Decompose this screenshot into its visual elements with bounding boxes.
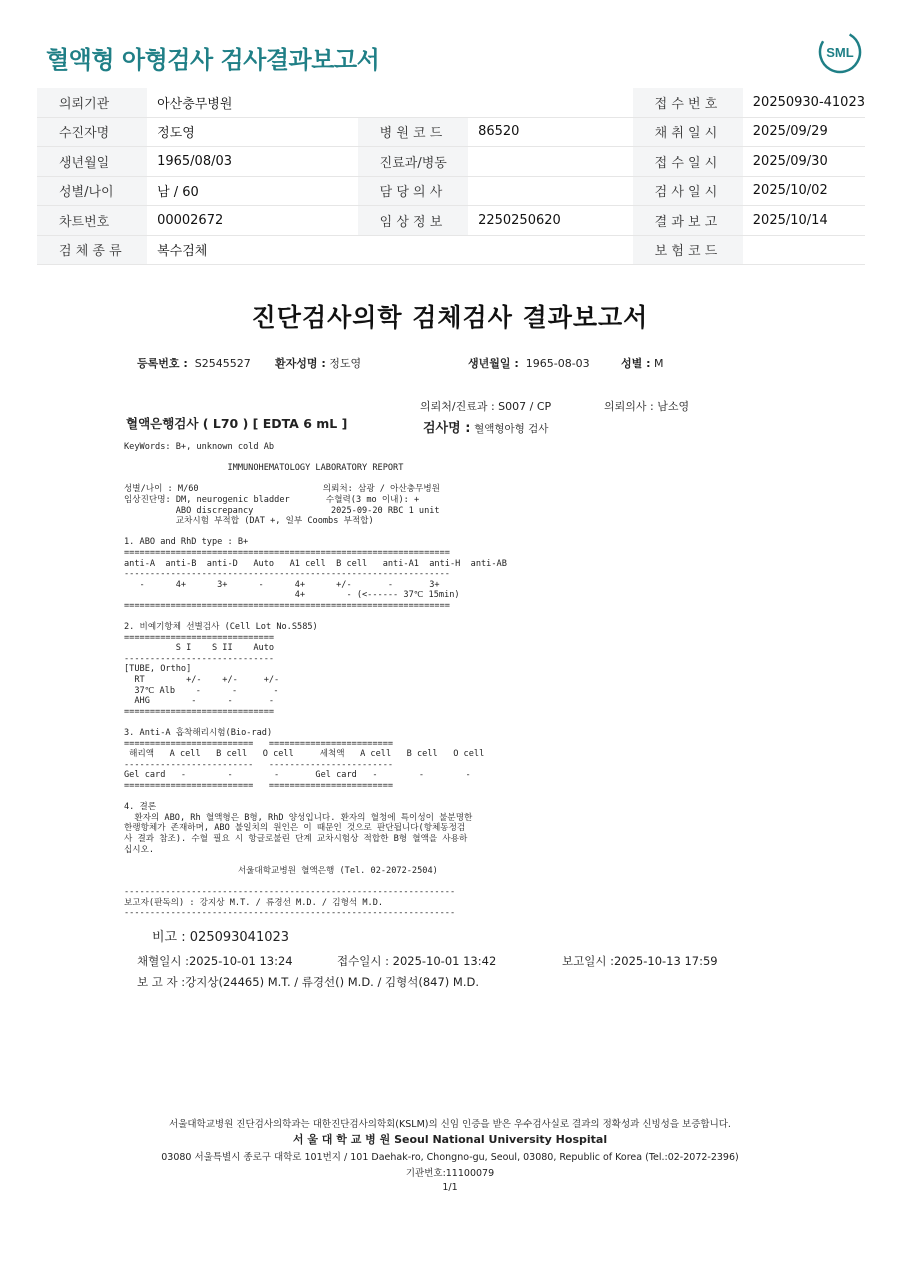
- header-value: [468, 147, 633, 177]
- lab-report-title: 진단검사의학 검체검사 결과보고서: [251, 303, 649, 332]
- header-row: [37, 147, 865, 177]
- header-row: [37, 88, 865, 117]
- test-name: 검사명 : 혈액형아형 검사: [423, 421, 549, 436]
- header-label: 병 원 코 드: [358, 117, 468, 147]
- reporter: 보 고 자 :강지상(24465) M.T. / 류경선() M.D. / 김형석(847) M.D.: [137, 975, 480, 989]
- sex: 성별 : M: [621, 357, 664, 370]
- referral-doctor: 의뢰의사 : 남소영: [604, 400, 690, 413]
- header-label: 진료과/병동: [358, 147, 468, 177]
- header-value: 00002672: [147, 206, 358, 236]
- hospital-address: 03080 서울특별시 종로구 대학로 101번지 / 101 Daehak-ro, Chongno-gu, Seoul, 03080, Republic of Korea (Tel.:02-2072-2396): [161, 1152, 739, 1163]
- report-datetime: 보고일시 :2025-10-13 17:59: [562, 954, 718, 968]
- header-label: 검 체 종 류: [37, 235, 147, 265]
- header-label: 접 수 일 시: [633, 147, 743, 177]
- header-value: 복수검체: [147, 235, 358, 265]
- header-label: 검 사 일 시: [633, 176, 743, 206]
- header-value: [468, 235, 633, 265]
- header-value: 정도영: [147, 117, 358, 147]
- patient-name: 환자성명 : 정도영: [275, 357, 362, 370]
- report-title: 혈액형 아형검사 검사결과보고서: [46, 46, 380, 74]
- patient-info-table: [37, 88, 865, 265]
- remark: 비고 : 025093041023: [152, 930, 290, 945]
- hospital-name: 서 울 대 학 교 병 원 Seoul National University Hospital: [292, 1133, 608, 1146]
- header-value: 2025/09/29: [743, 117, 865, 147]
- institution-code: 기관번호:11100079: [405, 1168, 495, 1179]
- immunohematology-report-text: KeyWords: B+, unknown cold Ab IMMUNOHEMATOLOGY LABORATORY REPORT 성별/나이 : M/60 의뢰처: 삼광 / 아산충무병원 임상진단명: DM, neurogenic bladder 수혈력(3 mo 이내): + ABO discrepancy 2025-09-20 RBC 1 unit 교차시험 부적합 (DAT +, 일부 Coombs 부적합) 1. ABO and RhD type : B+ =============================================================== anti-A anti-B anti-D Auto A1 cell B cell anti-A1 anti-H anti-AB --------------------------------------------------------------- - 4+ 3+ - 4+ +/- - 3+ 4+ - (<------ 37℃ 15min) =============================================================== 2. 비예기항체 선별검사 (Cell Lot No.S585) ============================= S I S II Auto ----------------------------- [TUBE, Ortho] RT +/- +/- +/- 37℃ Alb - - - AHG - - - ============================= 3. Anti-A 흡착해리시험(Bio-rad) ========================= ======================== 해리액 A cell B cell O cell 세척액 A cell B cell O cell ------------------------- ------------------------ Gel card - - - Gel card - - - ========================= ======================== 4. 결론 환자의 ABO, Rh 혈액형은 B형, RhD 양성입니다. 환자의 혈청에 특이성이 불분명한 한랭항체가 존재하며, ABO 불일치의 원인은 이 때문인 것으로 판단됩니다(항체동정검 사 결과 참조). 수혈 필요 시 항글로불린 단계 교차시험상 적합한 B형 혈액을 사용하 십시오. 서울대학교병원 혈액은행 (Tel. 02-2072-2504) ---------------------------------------------------------------- 보고자(판독의) : 강지상 M.T. / 류경선 M.D. / 김형석 M.D. ----------------------------------------------------------------: [124, 442, 507, 919]
- page-number: 1/1: [442, 1182, 458, 1193]
- header-row: [37, 176, 865, 206]
- sml-logo: [818, 30, 862, 74]
- header-value: 1965/08/03: [147, 147, 358, 177]
- header-label: 성별/나이: [37, 176, 147, 206]
- header-label: 담 당 의 사: [358, 176, 468, 206]
- header-label: 결 과 보 고: [633, 206, 743, 236]
- header-label: 채 취 일 시: [633, 117, 743, 147]
- header-value: 2025/10/02: [743, 176, 865, 206]
- test-code: 혈액은행검사 ( L70 ) [ EDTA 6 mL ]: [126, 416, 348, 431]
- sml-logo-text: SML: [826, 45, 854, 60]
- birth-date: 생년월일 : 1965-08-03: [468, 357, 590, 370]
- header-value: 86520: [468, 117, 633, 147]
- header-label: 임 상 정 보: [358, 206, 468, 236]
- header-value: [468, 88, 633, 117]
- registration-number: 등록번호 : S2545527: [137, 357, 251, 370]
- collection-datetime: 채혈일시 :2025-10-01 13:24: [137, 954, 293, 968]
- header-row: [37, 117, 865, 147]
- referral-dept: 의뢰처/진료과 : S007 / CP: [420, 400, 552, 413]
- header-value: 2025/10/14: [743, 206, 865, 236]
- header-label: 차트번호: [37, 206, 147, 236]
- header-label: 수진자명: [37, 117, 147, 147]
- header-row: [37, 206, 865, 236]
- header-row: [37, 235, 865, 265]
- header-value: 2250250620: [468, 206, 633, 236]
- header-label: 생년월일: [37, 147, 147, 177]
- certification-note: 서울대학교병원 진단검사의학과는 대한진단검사의학회(KSLM)의 신임 인증을 받은 우수검사실로 결과의 정확성과 신빙성을 보증합니다.: [169, 1119, 731, 1130]
- header-label: 접 수 번 호: [633, 88, 743, 117]
- header-value: [468, 176, 633, 206]
- header-value: 남 / 60: [147, 176, 358, 206]
- header-value: 아산충무병원: [147, 88, 358, 117]
- header-value: 2025/09/30: [743, 147, 865, 177]
- header-label: [358, 88, 468, 117]
- receipt-datetime: 접수일시 : 2025-10-01 13:42: [337, 954, 497, 968]
- header-value: 20250930-41023: [743, 88, 865, 117]
- header-label: 보 험 코 드: [633, 235, 743, 265]
- header-value: [743, 235, 865, 265]
- header-label: 의뢰기관: [37, 88, 147, 117]
- header-label: [358, 235, 468, 265]
